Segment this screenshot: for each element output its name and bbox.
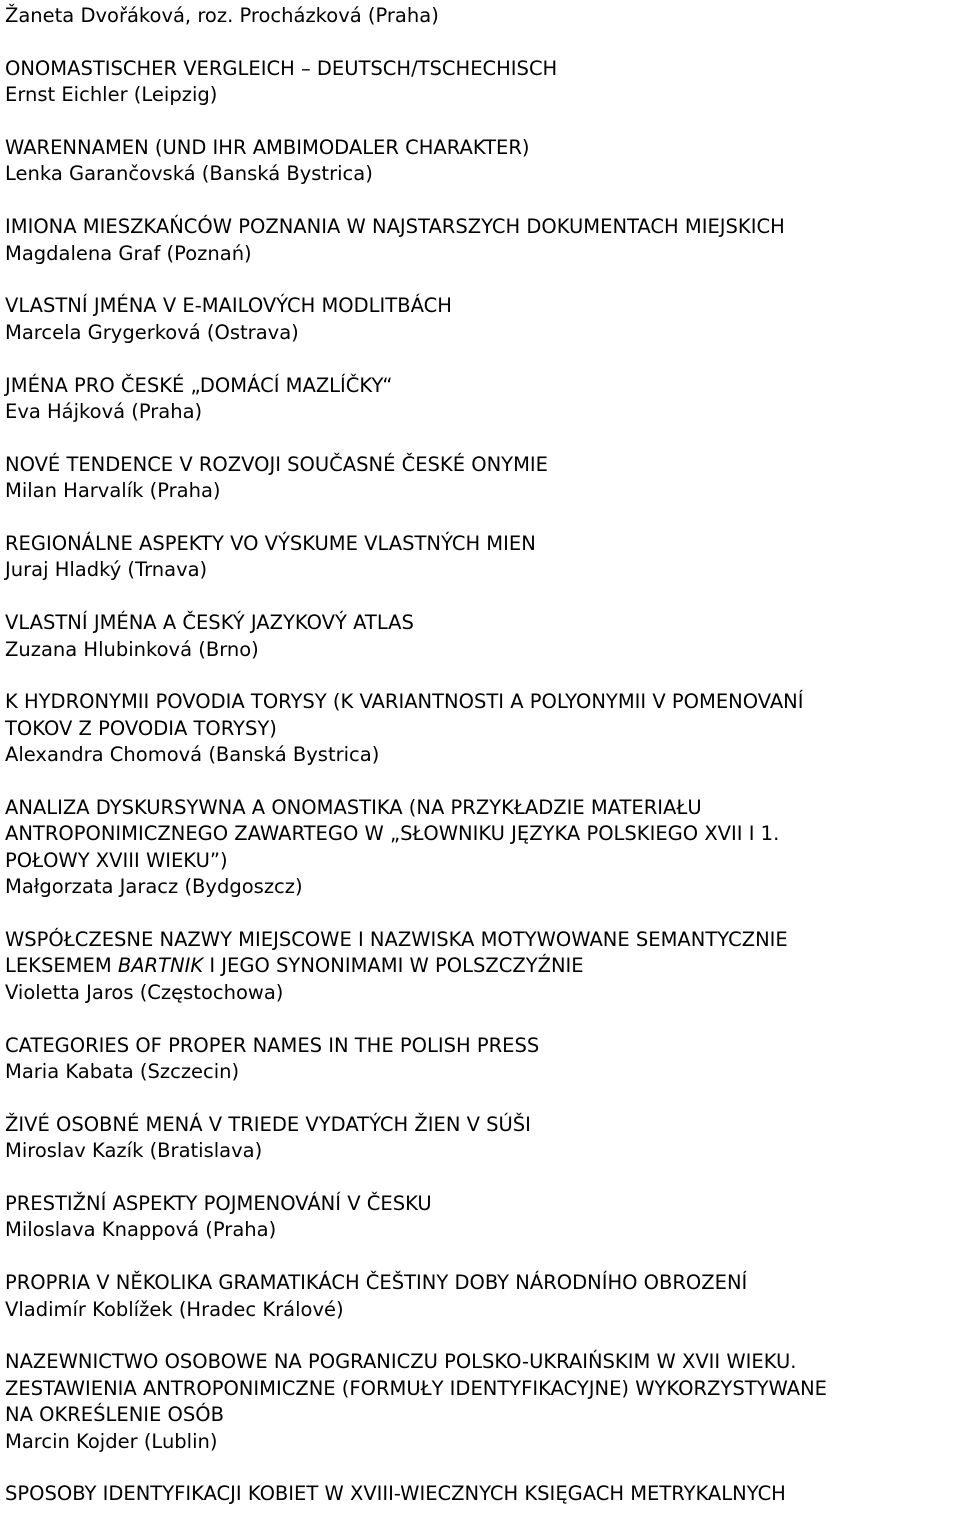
entry-author: Maria Kabata (Szczecin) — [5, 1060, 240, 1084]
entry — [5, 1481, 954, 1507]
entry-title: NOVÉ TENDENCE V ROZVOJI SOUČASNÉ ČESKÉ ONYMIE — [5, 452, 548, 476]
spacer — [5, 584, 954, 610]
spacer — [5, 29, 954, 55]
entry-author: Miloslava Knappová (Praha) — [5, 1218, 277, 1242]
spacer — [5, 1165, 954, 1191]
author-line: Žaneta Dvořáková, roz. Procházková (Praha) — [5, 4, 439, 27]
entry-author: Alexandra Chomová (Banská Bystrica) — [5, 743, 380, 767]
entry-title: JMÉNA PRO ČESKÉ „DOMÁCÍ MAZLÍČKY“ — [5, 373, 393, 397]
entry-author: Violetta Jaros (Częstochowa) — [5, 980, 284, 1004]
entry-title-continued: TOKOV Z POVODIA TORYSY) — [5, 716, 277, 740]
entry-author: Marcin Kojder (Lublin) — [5, 1429, 218, 1453]
entry — [5, 1191, 954, 1244]
document-page — [0, 3, 960, 1508]
title-text: I JEGO SYNONIMAMI W POLSZCZYŹNIE — [203, 954, 584, 978]
entry — [5, 610, 954, 663]
spacer — [5, 346, 954, 372]
entry — [5, 689, 954, 768]
entry-title: IMIONA MIESZKAŃCÓW POZNANIA W NAJSTARSZYCH DOKUMENTACH MIEJSKICH — [5, 215, 785, 239]
entry-title: K HYDRONYMII POVODIA TORYSY (K VARIANTNOSTI A POLYONYMII V POMENOVANÍ — [5, 690, 804, 714]
spacer — [5, 1455, 954, 1481]
entry-title: VLASTNÍ JMÉNA A ČESKÝ JAZYKOVÝ ATLAS — [5, 611, 414, 635]
spacer — [5, 769, 954, 795]
spacer — [5, 1085, 954, 1111]
spacer — [5, 663, 954, 689]
entry — [5, 214, 954, 267]
spacer — [5, 109, 954, 135]
entry — [5, 1033, 954, 1086]
spacer — [5, 1006, 954, 1032]
entry-title-continued — [5, 953, 954, 979]
spacer — [5, 425, 954, 451]
spacer — [5, 267, 954, 293]
entry-title: NAZEWNICTWO OSOBOWE NA POGRANICZU POLSKO-UKRAIŃSKIM W XVII WIEKU. — [5, 1350, 797, 1374]
entry-title: PRESTIŽNÍ ASPEKTY POJMENOVÁNÍ V ČESKU — [5, 1192, 432, 1216]
entry — [5, 927, 954, 1006]
spacer — [5, 505, 954, 531]
title-text: LEKSEMEM — [5, 954, 118, 978]
entry-title: SPOSOBY IDENTYFIKACJI KOBIET W XVIII-WIECZNYCH KSIĘGACH METRYKALNYCH — [5, 1482, 786, 1506]
entry-title: PROPRIA V NĚKOLIKA GRAMATIKÁCH ČEŠTINY DOBY NÁRODNÍHO OBROZENÍ — [5, 1271, 748, 1295]
entry-author: Milan Harvalík (Praha) — [5, 479, 221, 503]
spacer — [5, 1323, 954, 1349]
entry-title-continued: NA OKREŚLENIE OSÓB — [5, 1403, 225, 1427]
entry-author: Vladimír Koblížek (Hradec Králové) — [5, 1297, 344, 1321]
entry-title: REGIONÁLNE ASPEKTY VO VÝSKUME VLASTNÝCH MIEN — [5, 532, 536, 556]
entry-author: Eva Hájková (Praha) — [5, 400, 203, 424]
spacer — [5, 188, 954, 214]
entry-title: ONOMASTISCHER VERGLEICH – DEUTSCH/TSCHECHISCH — [5, 56, 558, 80]
entry — [5, 135, 954, 188]
entry-author: Magdalena Graf (Poznań) — [5, 241, 252, 265]
title-italic-word: BARTNIK — [117, 954, 204, 978]
entry-author: Juraj Hladký (Trnava) — [5, 558, 208, 582]
entry-title: WARENNAMEN (UND IHR AMBIMODALER CHARAKTER) — [5, 136, 530, 159]
entry — [5, 452, 954, 505]
entry — [5, 1112, 954, 1165]
entry — [5, 373, 954, 426]
entry — [5, 1270, 954, 1323]
entry — [5, 293, 954, 346]
entry-title: ANALIZA DYSKURSYWNA A ONOMASTIKA (NA PRZYKŁADZIE MATERIAŁU — [5, 796, 702, 820]
entry-title: CATEGORIES OF PROPER NAMES IN THE POLISH PRESS — [5, 1033, 540, 1057]
entry-author: Zuzana Hlubinková (Brno) — [5, 637, 259, 661]
spacer — [5, 901, 954, 927]
entry — [5, 1349, 954, 1455]
entry-title: WSPÓŁCZESNE NAZWY MIEJSCOWE I NAZWISKA MOTYWOWANE SEMANTYCZNIE — [5, 928, 788, 952]
entry — [5, 56, 954, 109]
entry-title: VLASTNÍ JMÉNA V E-MAILOVÝCH MODLITBÁCH — [5, 294, 452, 318]
entry-author: Małgorzata Jaracz (Bydgoszcz) — [5, 875, 303, 899]
entry-title-continued: ZESTAWIENIA ANTROPONIMICZNE (FORMUŁY IDENTYFIKACYJNE) WYKORZYSTYWANE — [5, 1376, 827, 1400]
entry-author: Miroslav Kazík (Bratislava) — [5, 1139, 263, 1163]
entry-author: Lenka Garančovská (Banská Bystrica) — [5, 162, 373, 186]
entry-title-continued: ANTROPONIMICZNEGO ZAWARTEGO W „SŁOWNIKU JĘZYKA POLSKIEGO XVII I 1. — [5, 822, 780, 846]
entry — [5, 531, 954, 584]
entry-author: Marcela Grygerková (Ostrava) — [5, 320, 299, 344]
entry-author: Ernst Eichler (Leipzig) — [5, 83, 218, 107]
entry — [5, 795, 954, 901]
entry-title: ŽIVÉ OSOBNÉ MENÁ V TRIEDE VYDATÝCH ŽIEN V SÚŠI — [5, 1112, 531, 1136]
spacer — [5, 1244, 954, 1270]
entry-title-continued: POŁOWY XVIII WIEKU”) — [5, 848, 228, 872]
